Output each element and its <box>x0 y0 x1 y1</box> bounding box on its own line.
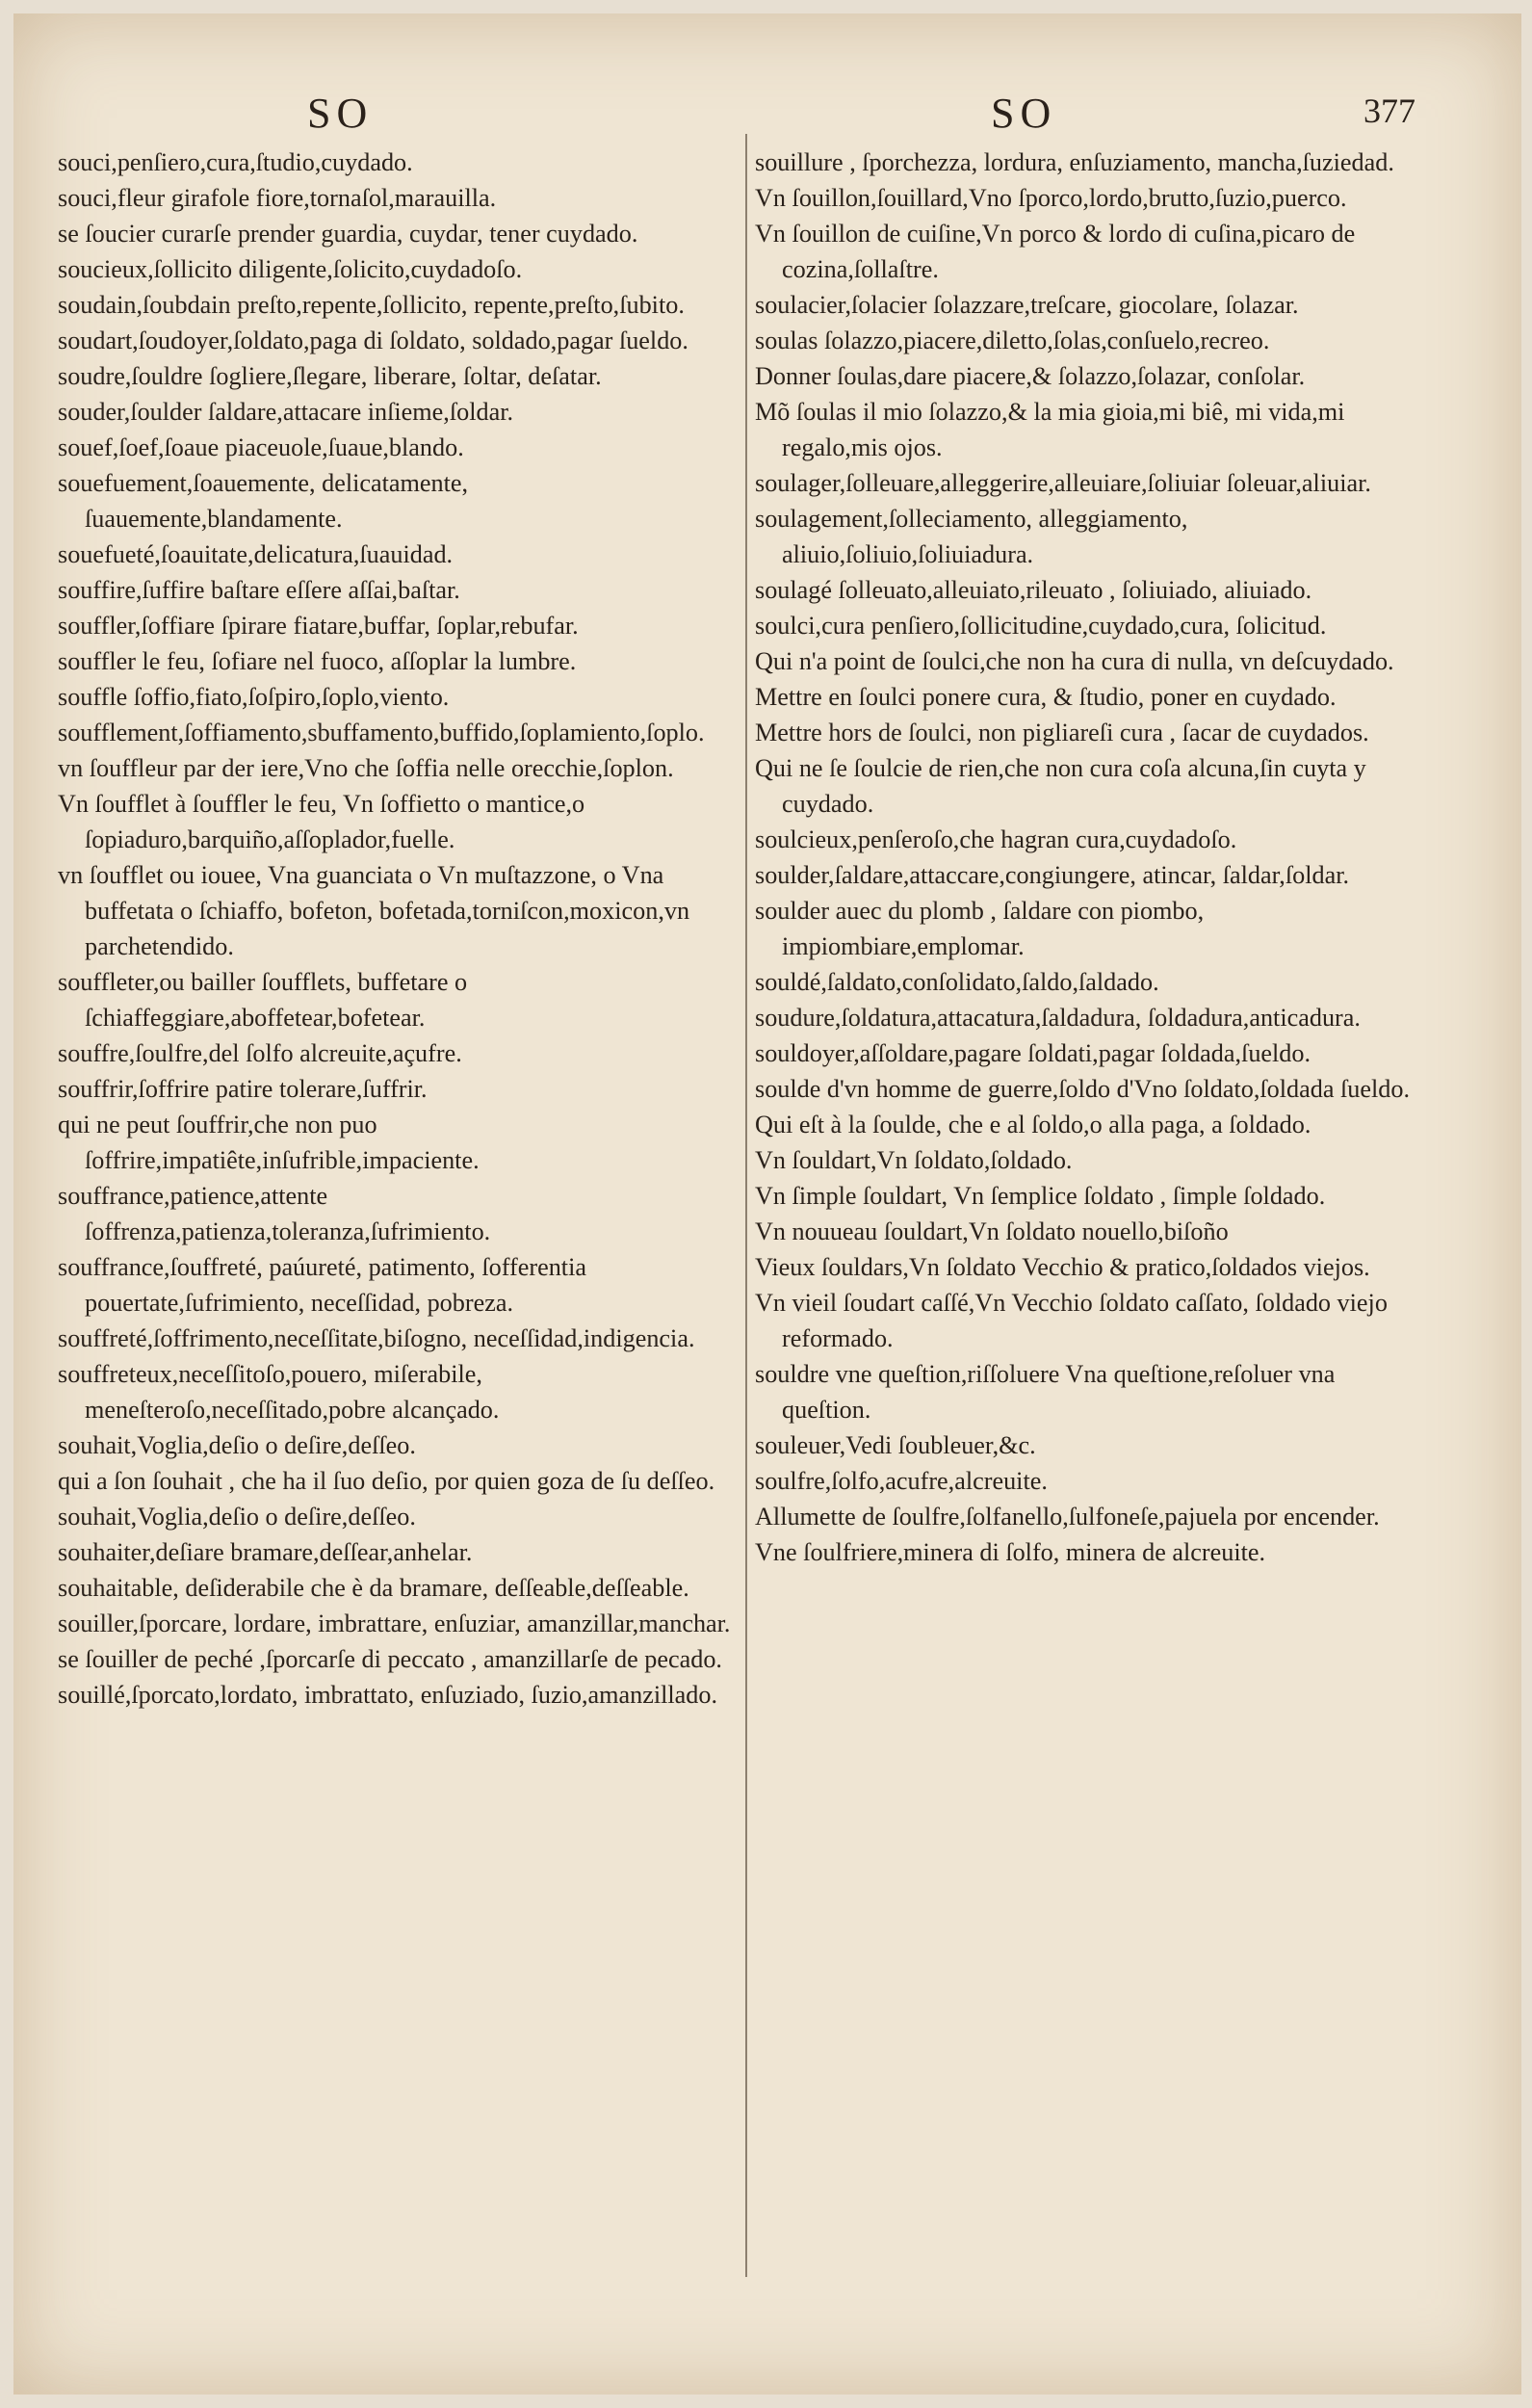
dictionary-entry: souleuer,Vedi ſoubleuer,&c. <box>755 1431 1036 1459</box>
dictionary-entry: souffleter,ou bailler ſoufflets, buffetare o ſchiaffeggiare,aboffetear,bofetear. <box>58 968 468 1032</box>
page-number: 377 <box>1363 92 1415 130</box>
dictionary-entry: vn ſoufflet ou iouee, Vna guanciata o Vn muſtazzone, o Vna buffetata o ſchiaffo, bofeton, bofetada,torniſcon,moxicon,vn parchetendido. <box>58 861 690 960</box>
dictionary-entry: souefueté,ſoauitate,delicatura,ſuauidad. <box>58 540 454 568</box>
dictionary-entry: Vn ſouldart,Vn ſoldato,ſoldado. <box>755 1146 1073 1174</box>
dictionary-entry: vn ſouffleur par der iere,Vno che ſoffia nelle orecchie,ſoplon. <box>58 754 674 782</box>
dictionary-entry: Mettre hors de ſoulci, non pigliareſi cura , ſacar de cuydados. <box>755 719 1369 746</box>
dictionary-entry: souffle ſoffio,fiato,ſoſpiro,ſoplo,viento. <box>58 683 450 711</box>
dictionary-entry: Mettre en ſoulci ponere cura, & ſtudio, poner en cuydado. <box>755 683 1337 711</box>
dictionary-entry: soulas ſolazzo,piacere,diletto,ſolas,conſuelo,recreo. <box>755 327 1270 354</box>
dictionary-entry: souder,ſoulder ſaldare,attacare inſieme,ſoldar. <box>58 398 514 426</box>
dictionary-entry: soulder,ſaldare,attaccare,congiungere, atincar, ſaldar,ſoldar. <box>755 861 1350 889</box>
dictionary-entry: souldre vne queſtion,riſſoluere Vna queſtione,reſoluer vna queſtion. <box>755 1360 1336 1424</box>
dictionary-entry: souci,penſiero,cura,ſtudio,cuydado. <box>58 148 413 176</box>
dictionary-entry: souefuement,ſoauemente, delicatamente, ſuauemente,blandamente. <box>58 469 469 533</box>
dictionary-entry: Donner ſoulas,dare piacere,& ſolazzo,ſolazar, conſolar. <box>755 362 1306 390</box>
dictionary-entry: souffler le feu, ſofiare nel fuoco, aſſoplar la lumbre. <box>58 647 577 675</box>
dictionary-entry: se ſoucier curarſe prender guardia, cuydar, tener cuydado. <box>58 220 638 248</box>
dictionary-entry: soulagement,ſolleciamento, alleggiamento, aliuio,ſoliuio,ſoliuiadura. <box>755 505 1188 568</box>
dictionary-entry: soulagé ſolleuato,alleuiato,rileuato , ſoliuiado, aliuiado. <box>755 576 1312 604</box>
dictionary-entry: souillure , ſporchezza, lordura, enſuziamento, mancha,ſuziedad. <box>755 148 1394 176</box>
dictionary-entry: Allumette de ſoulfre,ſolfanello,ſulfoneſe,pajuela por encender. <box>755 1503 1380 1531</box>
dictionary-entry: souillé,ſporcato,lordato, imbrattato, enſuziado, ſuzio,amanzillado. <box>58 1681 718 1709</box>
dictionary-entry: souhait,Voglia,deſio o deſire,deſſeo. <box>58 1431 416 1459</box>
dictionary-entry: soulder auec du plomb , ſaldare con piombo, impiombiare,emplomar. <box>755 897 1205 960</box>
dictionary-entry: souffler,ſoffiare ſpirare fiatare,buffar, ſoplar,rebufar. <box>58 612 579 640</box>
dictionary-entry: souffrir,ſoffrire patire tolerare,ſuffrir. <box>58 1075 428 1103</box>
dictionary-entry: soudure,ſoldatura,attacatura,ſaldadura, ſoldadura,anticadura. <box>755 1004 1361 1032</box>
dictionary-entry: souldoyer,aſſoldare,pagare ſoldati,pagar ſoldada,ſueldo. <box>755 1039 1311 1067</box>
dictionary-entry: soudre,ſouldre ſogliere,ſlegare, liberare, ſoltar, deſatar. <box>58 362 602 390</box>
dictionary-entry: soulci,cura penſiero,ſollicitudine,cuydado,cura, ſolicitud. <box>755 612 1327 640</box>
left-column <box>58 144 732 1713</box>
dictionary-entry: souffire,ſuffire baſtare eſſere aſſai,baſtar. <box>58 576 460 604</box>
dictionary-entry: souffrance,ſouffreté, paúureté, patimento, ſofferentia pouertate,ſufrimiento, neceſſidad, pobreza. <box>58 1253 586 1317</box>
dictionary-entry: Qui eſt à la ſoulde, che e al ſoldo,o alla paga, a ſoldado. <box>755 1111 1311 1139</box>
dictionary-entry: Vieux ſouldars,Vn ſoldato Vecchio & pratico,ſoldados viejos. <box>755 1253 1370 1281</box>
dictionary-entry: soulcieux,penſeroſo,che hagran cura,cuydadoſo. <box>755 825 1237 853</box>
dictionary-entry: soucieux,ſollicito diligente,ſolicito,cuydadoſo. <box>58 255 523 283</box>
dictionary-entry: Mõ ſoulas il mio ſolazzo,& la mia gioia,mi biê, mi vida,mi regalo,mis ojos. <box>755 398 1345 461</box>
dictionary-entry: souffreteux,neceſſitoſo,pouero, miſerabile, meneſteroſo,neceſſitado,pobre alcançado. <box>58 1360 500 1424</box>
dictionary-entry: souhaiter,deſiare bramare,deſſear,anhelar. <box>58 1538 473 1566</box>
dictionary-entry: souhait,Voglia,deſio o deſire,deſſeo. <box>58 1503 416 1531</box>
right-column <box>755 144 1429 1570</box>
dictionary-entry: soulager,ſolleuare,alleggerire,alleuiare,ſoliuiar ſoleuar,aliuiar. <box>755 469 1371 497</box>
dictionary-entry: souhaitable, deſiderabile che è da bramare, deſſeable,deſſeable. <box>58 1574 689 1602</box>
dictionary-entry: souiller,ſporcare, lordare, imbrattare, enſuziar, amanzillar,manchar. <box>58 1610 731 1637</box>
dictionary-entry: Vn nouueau ſouldart,Vn ſoldato nouello,biſoño <box>755 1217 1229 1245</box>
dictionary-entry: souci,fleur girafole fiore,tornaſol,marauilla. <box>58 184 497 212</box>
dictionary-entry: souef,ſoef,ſoaue piaceuole,ſuaue,blando. <box>58 433 464 461</box>
dictionary-entry: Vne ſoulfriere,minera di ſolfo, minera de alcreuite. <box>755 1538 1266 1566</box>
dictionary-entry: soudain,ſoubdain preſto,repente,ſollicito, repente,preſto,ſubito. <box>58 291 685 319</box>
dictionary-entry: souffrance,patience,attente ſoffrenza,patienza,toleranza,ſufrimiento. <box>58 1182 491 1245</box>
column-divider <box>745 134 747 2277</box>
running-head-left: SO <box>307 90 374 137</box>
dictionary-entry: Vn ſoufflet à ſouffler le feu, Vn ſoffietto o mantice,o ſopiaduro,barquiño,aſſoplador,fuelle. <box>58 790 585 853</box>
dictionary-entry: qui ne peut ſouffrir,che non puo ſoffrire,impatiête,inſufrible,impaciente. <box>58 1111 480 1174</box>
dictionary-entry: souldé,ſaldato,conſolidato,ſaldo,ſaldado. <box>755 968 1159 996</box>
dictionary-entry: Vn vieil ſoudart caſſé,Vn Vecchio ſoldato caſſato, ſoldado viejo reformado. <box>755 1289 1388 1352</box>
dictionary-entry: soudart,ſoudoyer,ſoldato,paga di ſoldato, soldado,pagar ſueldo. <box>58 327 688 354</box>
dictionary-entry: soulfre,ſolfo,acufre,alcreuite. <box>755 1467 1048 1495</box>
dictionary-entry: soulacier,ſolacier ſolazzare,treſcare, giocolare, ſolazar. <box>755 291 1299 319</box>
dictionary-entry: soufflement,ſoffiamento,sbuffamento,buffido,ſoplamiento,ſoplo. <box>58 719 705 746</box>
dictionary-entry: souffreté,ſoffrimento,neceſſitate,biſogno, neceſſidad,indigencia. <box>58 1324 695 1352</box>
dictionary-entry: Vn ſouillon,ſouillard,Vno ſporco,lordo,brutto,ſuzio,puerco. <box>755 184 1347 212</box>
dictionary-entry: se ſouiller de peché ,ſporcarſe di peccato , amanzillarſe de pecado. <box>58 1645 722 1673</box>
dictionary-entry: souffre,ſoulfre,del ſolfo alcreuite,açufre. <box>58 1039 462 1067</box>
dictionary-entry: Qui ne ſe ſoulcie de rien,che non cura coſa alcuna,ſin cuyta y cuydado. <box>755 754 1366 818</box>
dictionary-entry: Vn ſimple ſouldart, Vn ſemplice ſoldato , ſimple ſoldado. <box>755 1182 1326 1210</box>
dictionary-entry: Vn ſouillon de cuiſine,Vn porco & lordo di cuſina,picaro de cozina,ſollaſtre. <box>755 220 1356 283</box>
dictionary-entry: soulde d'vn homme de guerre,ſoldo d'Vno ſoldato,ſoldada ſueldo. <box>755 1075 1410 1103</box>
dictionary-entry: Qui n'a point de ſoulci,che non ha cura di nulla, vn deſcuydado. <box>755 647 1394 675</box>
dictionary-entry: qui a ſon ſouhait , che ha il ſuo deſio, por quien goza de ſu deſſeo. <box>58 1467 715 1495</box>
running-head-right: SO <box>991 90 1057 137</box>
dictionary-page <box>13 13 1521 2395</box>
